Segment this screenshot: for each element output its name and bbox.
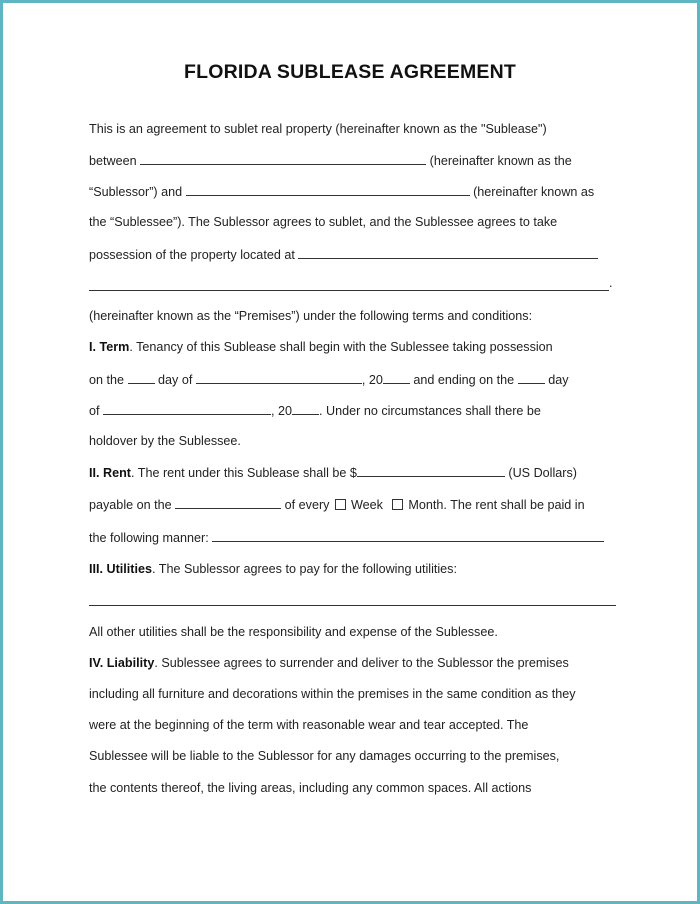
rent-text: payable on the <box>89 498 172 512</box>
liability-line-4 <box>89 748 629 764</box>
intro-text: (hereinafter known as the “Premises”) under the following terms and conditions: <box>89 309 533 323</box>
start-year-field[interactable] <box>383 371 410 384</box>
liability-line-2 <box>89 686 629 702</box>
intro-text: possession of the property located at <box>89 248 295 262</box>
start-day-field[interactable] <box>128 371 155 384</box>
rent-text: . The rent under this Sublease shall be $ <box>130 466 357 480</box>
liability-line-1 <box>89 655 629 671</box>
sublessor-name-field[interactable] <box>140 152 426 165</box>
utilities-heading: III. Utilities <box>89 562 152 576</box>
end-month-field[interactable] <box>103 402 271 415</box>
term-line-1 <box>89 339 629 355</box>
week-checkbox[interactable] <box>335 499 346 510</box>
rent-text: of every <box>284 498 330 512</box>
document-title: FLORIDA SUBLEASE AGREEMENT <box>183 61 516 83</box>
liability-line-3 <box>89 717 629 733</box>
term-text: holdover by the Sublessee. <box>89 434 241 448</box>
liability-line-5 <box>89 780 629 796</box>
intro-text: (hereinafter known as the <box>429 154 572 168</box>
term-line-4 <box>89 433 629 449</box>
utilities-text: All other utilities shall be the responsibility and expense of the Sublessee. <box>89 625 498 639</box>
payment-day-field[interactable] <box>175 496 281 509</box>
term-text: and ending on the <box>413 373 515 387</box>
month-checkbox[interactable] <box>392 499 403 510</box>
utilities-line-3 <box>89 624 629 640</box>
term-text: day <box>548 373 569 387</box>
liability-text: were at the beginning of the term with reasonable wear and tear accepted. The <box>89 718 529 732</box>
term-text: on the <box>89 373 125 387</box>
rent-amount-field[interactable] <box>357 464 505 477</box>
intro-line-4 <box>89 214 629 230</box>
intro-line-5 <box>89 246 629 263</box>
rent-text: the following manner: <box>89 531 209 545</box>
liability-text: the contents thereof, the living areas, including any common spaces. All actions <box>89 781 532 795</box>
term-text: day of <box>158 373 193 387</box>
term-heading: I. Term <box>89 340 130 354</box>
term-text: , 20 <box>271 404 293 418</box>
term-text: of <box>89 404 100 418</box>
end-day-field[interactable] <box>518 371 545 384</box>
rent-line-2 <box>89 496 629 513</box>
intro-text: (hereinafter known as <box>473 185 595 199</box>
rent-line-3 <box>89 529 629 546</box>
intro-text: This is an agreement to sublet real property (hereinafter known as the "Sublease") <box>89 122 547 136</box>
intro-line-7 <box>89 308 629 324</box>
term-text: . Tenancy of this Sublease shall begin with the Sublessee taking possession <box>129 340 553 354</box>
property-address-field-line-2[interactable] <box>89 290 609 291</box>
period-mark: . <box>609 276 613 290</box>
rent-line-1 <box>89 464 629 481</box>
term-line-2 <box>89 371 629 388</box>
sublessee-name-field[interactable] <box>186 183 470 196</box>
end-year-field[interactable] <box>292 402 319 415</box>
rent-text: (US Dollars) <box>508 466 577 480</box>
intro-text: the “Sublessee”). The Sublessor agrees to sublet, and the Sublessee agrees to take <box>89 215 558 229</box>
month-label: Month. The rent shall be paid in <box>408 498 585 512</box>
start-month-field[interactable] <box>196 371 362 384</box>
rent-heading: II. Rent <box>89 466 131 480</box>
property-address-field[interactable] <box>298 246 598 259</box>
week-label: Week <box>350 498 383 512</box>
liability-text: . Sublessee agrees to surrender and deliver to the Sublessor the premises <box>154 656 569 670</box>
intro-line-1 <box>89 121 629 137</box>
term-line-3 <box>89 402 629 419</box>
term-text: , 20 <box>361 373 383 387</box>
intro-line-2 <box>89 152 629 169</box>
utilities-list-field[interactable] <box>89 605 616 606</box>
payment-manner-field[interactable] <box>212 529 604 542</box>
utilities-line-1 <box>89 561 629 577</box>
utilities-text: . The Sublessor agrees to pay for the following utilities: <box>151 562 457 576</box>
liability-heading: IV. Liability <box>89 656 155 670</box>
intro-line-3 <box>89 183 629 200</box>
liability-text: including all furniture and decorations within the premises in the same condition as they <box>89 687 576 701</box>
intro-text: between <box>89 154 137 168</box>
term-text: . Under no circumstances shall there be <box>319 404 541 418</box>
intro-text: “Sublessor”) and <box>89 185 183 199</box>
liability-text: Sublessee will be liable to the Sublessor for any damages occurring to the premises, <box>89 749 560 763</box>
